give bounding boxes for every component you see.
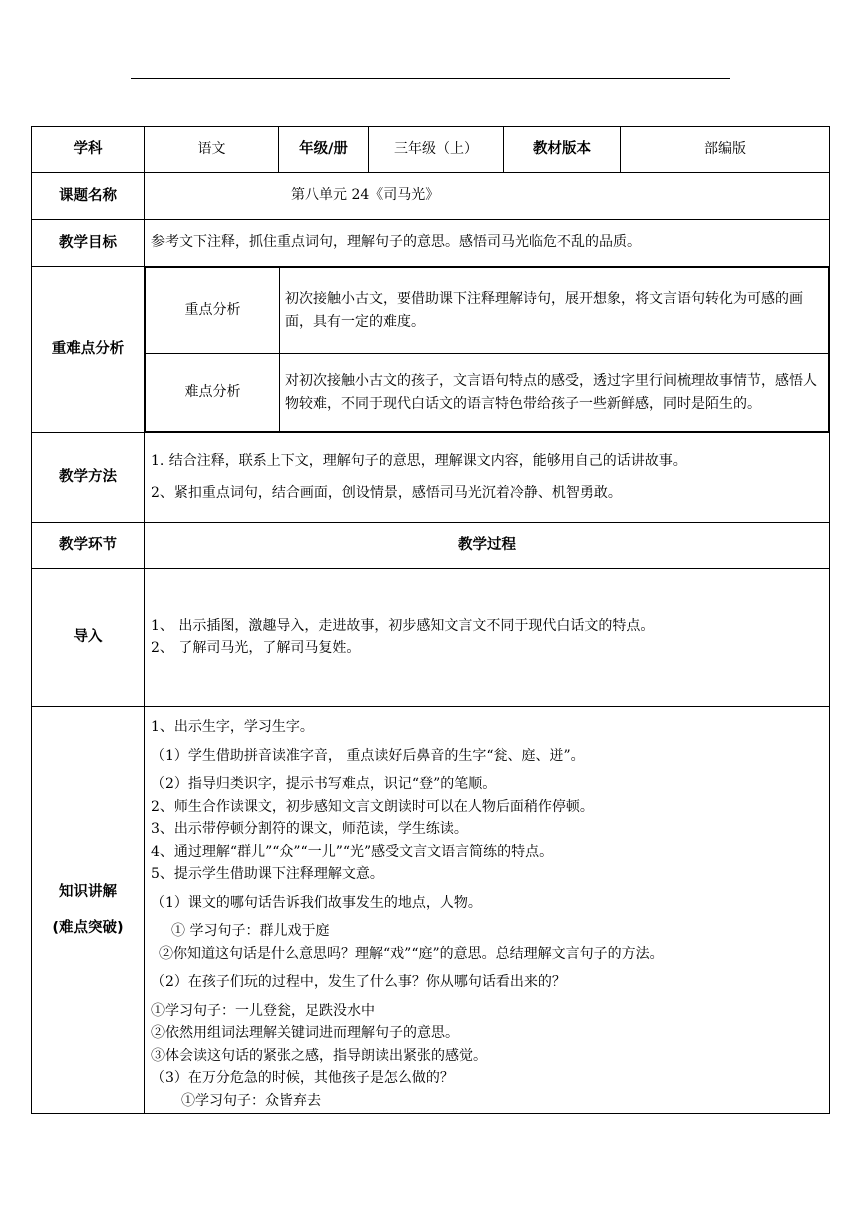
subject-value: 语文 [145,127,279,173]
knowledge-line: ①学习句子：一儿登瓮，足跌没水中 [151,1002,375,1019]
knowledge-sublabel: (难点突破) [52,920,124,936]
difficulty-analysis-text: 对初次接触小古文的孩子，文言语句特点的感受，透过字里行间梳理故事情节，感悟人物较难，不同于现代白话文的语言特色带给孩子一些新鲜感，同时是陌生的。 [280,354,829,432]
header-row [32,127,830,173]
lesson-title-cell [145,173,830,220]
analysis-subtable [145,267,829,432]
method-item: 1. 结合注释，联系上下文，理解句子的意思，理解课文内容，能够用自己的话讲故事。 [151,452,687,469]
header-rule [131,78,730,79]
knowledge-line: 3、出示带停顿分割符的课文，师范读，学生练读。 [151,821,468,837]
knowledge-line: ②你知道这句话是什么意思吗？理解“戏”“庭”的意思。总结理解文言句子的方法。 [159,945,664,962]
goal-row [32,220,830,267]
lesson-plan-table [31,126,830,1114]
lesson-title-label: 课题名称 [32,173,145,220]
knowledge-line: ① 学习句子：群儿戏于庭 [171,923,330,939]
key-analysis-label: 重点分析 [146,268,280,354]
subject-label: 学科 [32,127,145,173]
analysis-cell [145,267,830,433]
lesson-title-row [32,173,830,220]
method-item: 2、紧扣重点词句，结合画面，创设情景，感悟司马光沉着冷静、机智勇敢。 [151,484,622,501]
knowledge-label: 知识讲解 [59,883,117,900]
intro-row [32,569,830,707]
knowledge-line: （2）指导归类识字，提示书写难点，识记“登”的笔顺。 [151,776,497,792]
process-label: 教学过程 [145,523,830,569]
method-row [32,433,830,523]
knowledge-line: ③体会读这句话的紧张之感，指导朗读出紧张的感觉。 [151,1047,487,1064]
key-analysis-text: 初次接触小古文，要借助课下注释理解诗句，展开想象，将文言语句转化为可感的画面，具有一定的难度。 [280,268,829,354]
intro-label: 导入 [32,569,145,707]
method-label: 教学方法 [32,433,145,523]
knowledge-line: ①学习句子：众皆弃去 [181,1092,321,1109]
edition-label: 教材版本 [504,127,621,173]
grade-value: 三年级（上） [369,127,504,173]
method-cell [145,433,830,523]
knowledge-line: 1、出示生字，学习生字。 [151,719,314,735]
knowledge-line: （3）在万分危急的时候，其他孩子是怎么做的？ [151,1070,454,1086]
knowledge-line: （1）课文的哪句话告诉我们故事发生的地点，人物。 [151,894,482,911]
edition-value: 部编版 [621,127,830,173]
intro-cell [145,569,830,707]
stage-label: 教学环节 [32,523,145,569]
difficulty-analysis-label: 难点分析 [146,354,280,432]
intro-item: 2、 了解司马光，了解司马复姓。 [151,639,361,656]
knowledge-row [32,707,830,1114]
knowledge-line: 4、通过理解“群儿”“众”“一儿”“光”感受文言文语言简练的特点。 [151,843,554,860]
knowledge-label-cell [32,707,145,1114]
knowledge-line: 2、师生合作读课文，初步感知文言文朗读时可以在人物后面稍作停顿。 [151,798,594,815]
knowledge-cell [145,707,830,1114]
analysis-row [32,267,830,433]
process-header-row [32,523,830,569]
goal-text: 参考文下注释，抓住重点词句，理解句子的意思。感悟司马光临危不乱的品质。 [145,220,830,267]
grade-label: 年级/册 [279,127,369,173]
intro-item: 1、 出示插图，激趣导入，走进故事，初步感知文言文不同于现代白话文的特点。 [151,617,655,634]
knowledge-line: 5、提示学生借助课下注释理解文意。 [151,866,384,882]
knowledge-line: （1）学生借助拼音读准字音， 重点读好后鼻音的生字“瓮、庭、迸”。 [151,747,585,764]
knowledge-line: （2）在孩子们玩的过程中，发生了什么事？你从哪句话看出来的？ [151,974,566,990]
lesson-title-value: 第八单元 24《司马光》 [291,187,440,204]
goal-label: 教学目标 [32,220,145,267]
analysis-label: 重难点分析 [32,267,145,433]
knowledge-line: ②依然用组词法理解关键词进而理解句子的意思。 [151,1025,459,1041]
